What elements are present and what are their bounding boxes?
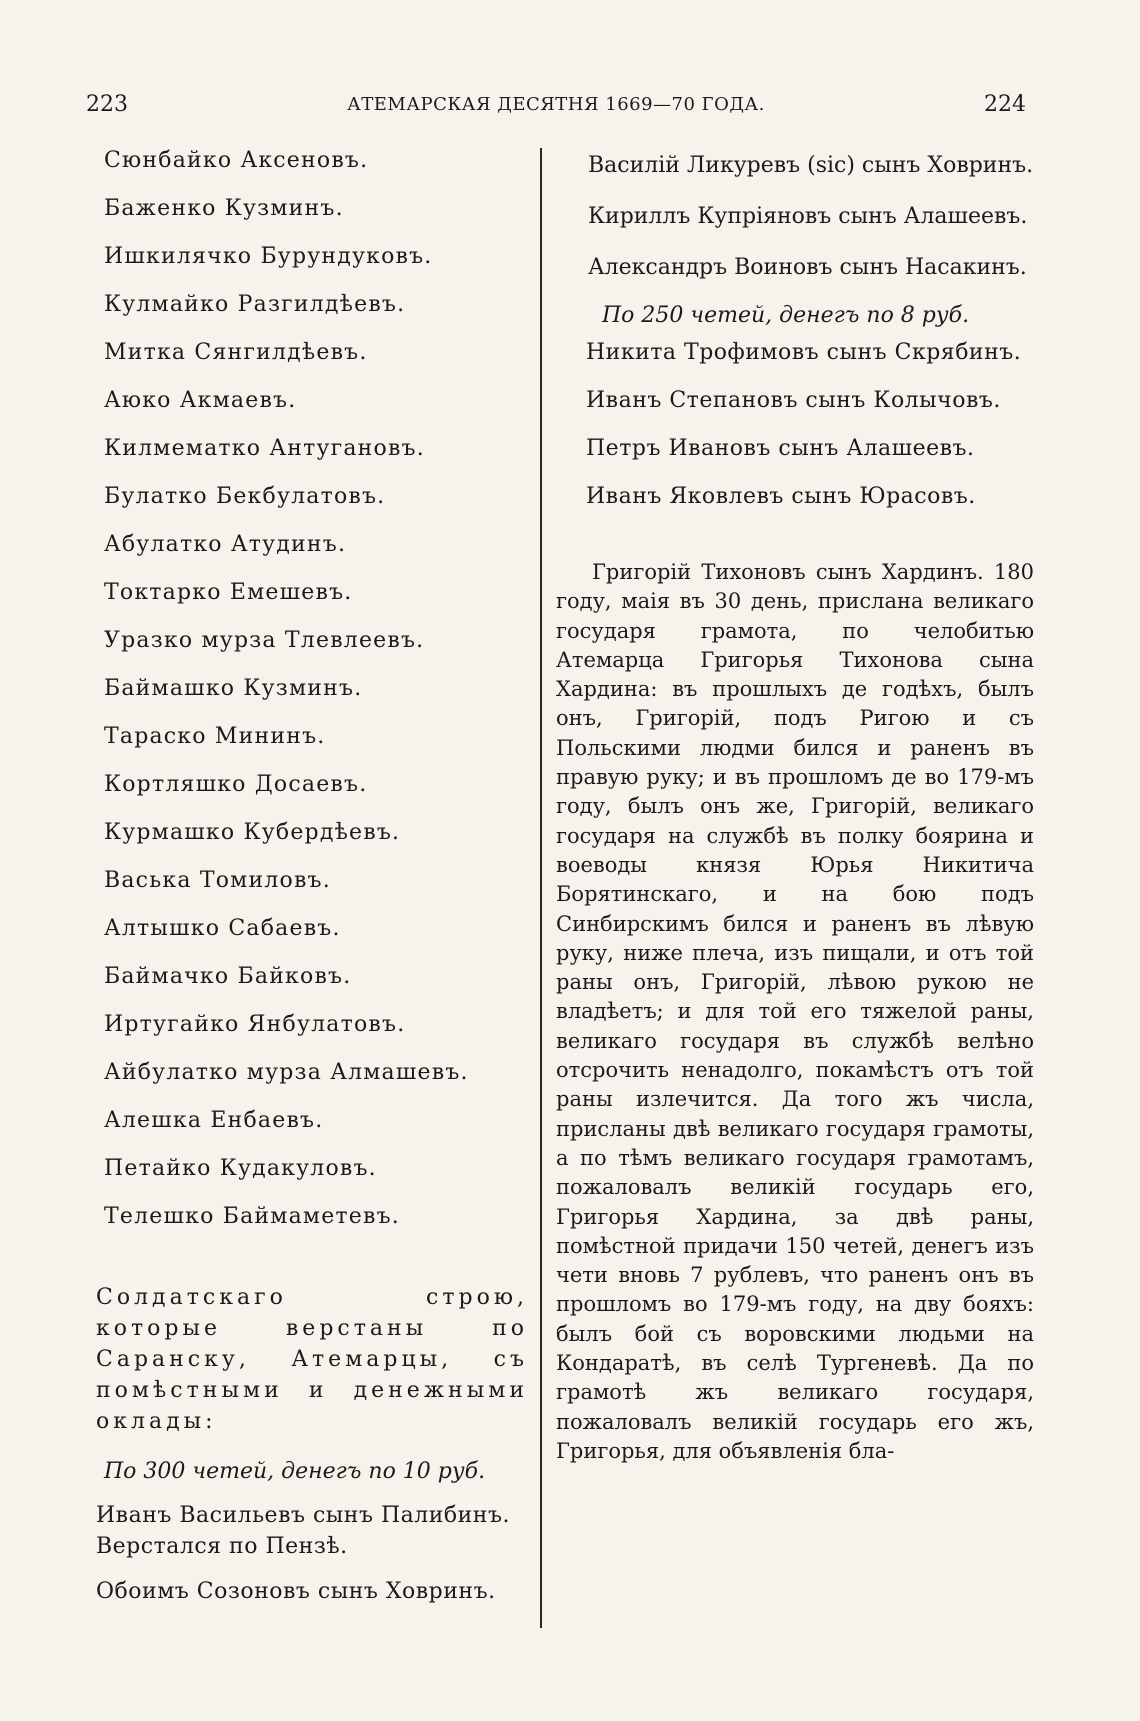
- list-item: Абулатко Атудинъ.: [104, 532, 347, 557]
- body-paragraph: Григорій Тихоновъ сынъ Хардинъ. 180 году, маія въ 30 день, прислана великаго государя грамота, по челобитью Атемарца Григорья Тихонова сына Хардина: въ прошлыхъ де годѣхъ, былъ онъ, Григорій, подъ Ригою и съ Польскими людми бился и раненъ въ правую руку; и въ прошломъ де во 179-мъ году, былъ онъ же, Григорій, великаго государя на службѣ въ полку боярина и воеводы князя Юрья Никитича Борятинскаго, и на бою подъ Синбирскимъ бился и раненъ въ лѣвую руку, ниже плеча, изъ пищали, и отъ той раны онъ, Григорій, лѣвою рукою не владѣетъ; и для той его тяжелой раны, великаго государя въ службѣ велѣно отсрочить ненадолго, покамѣстъ отъ той раны излечится. Да того жъ числа, присланы двѣ великаго государя грамоты, а по тѣмъ великаго государя грамотамъ, пожаловалъ великій государь его, Григорья Хардина, за двѣ раны, помѣстной придачи 150 четей, денегъ изъ чети вновь 7 рублевъ, что раненъ онъ въ прошломъ во 179-мъ году, на дву бояхъ: былъ бой съ воровскими людьми на Кондаратѣ, въ селѣ Тургеневѣ. Да по грамотѣ жъ великаго государя, пожаловалъ великій государь его жъ, Григорья, для объявленія бла-: [556, 560, 1034, 1463]
- list-item: Иванъ Степановъ сынъ Колычовъ.: [586, 388, 1001, 413]
- list-item: Иртугайко Янбулатовъ.: [104, 1012, 406, 1037]
- column-divider: [540, 148, 542, 1628]
- list-item: Килмематко Антугановъ.: [104, 436, 425, 461]
- list-item: Кортляшко Досаевъ.: [104, 772, 368, 797]
- list-item: Токтарко Емешевъ.: [104, 580, 353, 605]
- list-item: Петайко Кудакуловъ.: [104, 1156, 377, 1181]
- list-item: Иванъ Васильевъ сынъ Палибинъ. Верстался по Пензѣ.: [96, 1503, 510, 1559]
- list-item: Обоимъ Созоновъ сынъ Ховринъ.: [96, 1579, 496, 1604]
- list-item: Айбулатко мурза Алмашевъ.: [104, 1060, 469, 1085]
- right-subheading: По 250 четей, денегъ по 8 руб.: [602, 303, 970, 328]
- list-item: Уразко мурза Тлевлеевъ.: [104, 628, 425, 653]
- list-item: Васька Томиловъ.: [104, 868, 331, 893]
- running-title: АТЕМАРСКАЯ ДЕСЯТНЯ 1669—70 ГОДА.: [347, 94, 765, 115]
- list-item: Сюнбайко Аксеновъ.: [104, 148, 369, 173]
- right-column: [556, 150, 1034, 1466]
- list-item: Тараско Мининъ.: [104, 724, 326, 749]
- list-item: Александръ Воиновъ сынъ Насакинъ.: [588, 255, 1027, 280]
- list-item: Кулмайко Разгилдѣевъ.: [104, 292, 406, 317]
- right-name-list: [556, 342, 1034, 534]
- list-item: Петръ Ивановъ сынъ Алашеевъ.: [586, 436, 975, 461]
- list-item: Никита Трофимовъ сынъ Скрябинъ.: [586, 340, 1022, 365]
- list-item: Кириллъ Купріяновъ сынъ Алашеевъ.: [588, 204, 1028, 229]
- list-item: Баймашко Кузминъ.: [104, 676, 363, 701]
- list-item: Курмашко Кубердѣевъ.: [104, 820, 401, 845]
- list-item: Ишкилячко Бурундуковъ.: [104, 244, 433, 269]
- left-name-list: [96, 150, 528, 1254]
- list-item: Булатко Бекбулатовъ.: [104, 484, 386, 509]
- section-heading: Солдатскаго строю, которые верстаны по Саранску, Атемарцы, съ помѣстными и денежными оклады:: [96, 1285, 528, 1434]
- list-item: Баймачко Байковъ.: [104, 964, 352, 989]
- list-item: Василій Ликуревъ (sic) сынъ Ховринъ.: [588, 153, 1034, 178]
- list-item: Аюко Акмаевъ.: [104, 388, 297, 413]
- list-item: Иванъ Яковлевъ сынъ Юрасовъ.: [586, 484, 976, 509]
- page-number-right: 224: [984, 92, 1026, 117]
- list-item: Митка Сянгилдѣевъ.: [104, 340, 368, 365]
- list-item: Алешка Енбаевъ.: [104, 1108, 324, 1133]
- page-number-left: 223: [86, 92, 128, 117]
- list-item: Телешко Баймаметевъ.: [104, 1204, 401, 1229]
- list-item: Баженко Кузминъ.: [104, 196, 344, 221]
- left-column: [96, 150, 528, 1621]
- list-item: Алтышко Сабаевъ.: [104, 916, 341, 941]
- page-header: [86, 92, 1026, 126]
- left-subheading: По 300 четей, денегъ по 10 руб.: [104, 1459, 486, 1484]
